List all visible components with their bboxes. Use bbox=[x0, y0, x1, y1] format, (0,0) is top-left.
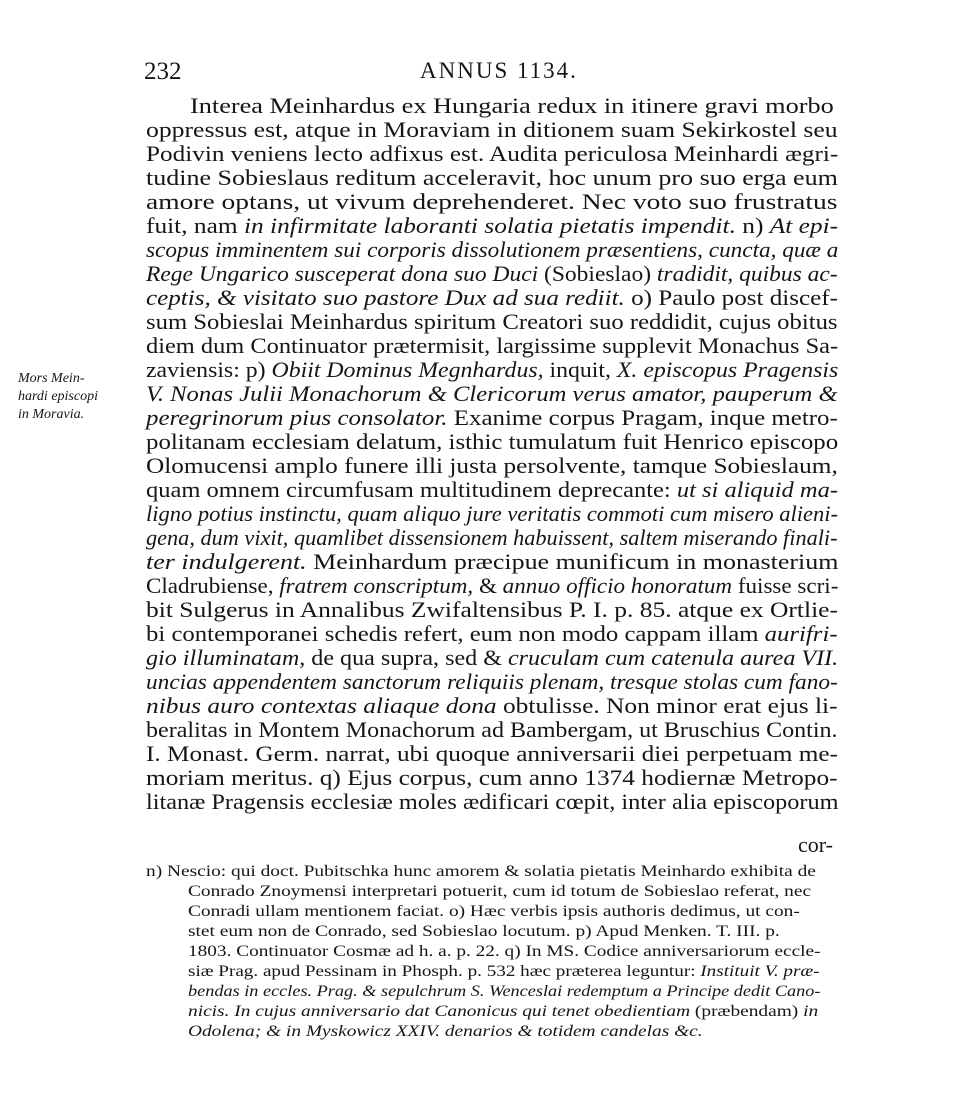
margin-note-line: hardi episcopi bbox=[18, 389, 98, 404]
running-head bbox=[0, 58, 960, 90]
italic-run: At epi- bbox=[769, 213, 839, 238]
text-line bbox=[146, 502, 838, 526]
text-line bbox=[146, 334, 838, 358]
roman-run: inquit, bbox=[543, 357, 617, 382]
footnote-line bbox=[188, 982, 820, 1001]
italic-run: Obiit Dominus Megnhardus, bbox=[271, 357, 544, 382]
roman-run: fuisse scri- bbox=[732, 573, 839, 598]
roman-run: zaviensis: p) bbox=[146, 357, 272, 382]
italic-run: gena, dum vixit, quamlibet dissensionem habuissent, saltem miserando finali- bbox=[146, 525, 838, 550]
roman-run: Conradi ullam mentionem faciat. o) Hæc verbis ipsis authoris dedimus, ut con- bbox=[188, 903, 800, 920]
roman-run: o) Paulo post discef- bbox=[624, 285, 838, 310]
footnote-line bbox=[146, 862, 816, 881]
text-line bbox=[146, 790, 839, 814]
roman-run: sum Sobieslai Meinhardus spiritum Creatori suo reddidit, cujus obitus bbox=[146, 309, 838, 334]
italic-run: V. Nonas Julii Monachorum & Clericorum verus amator, pauperum & bbox=[146, 381, 838, 406]
italic-run: ligno potius instinctu, quam aliquo jure veritatis commoti cum misero alieni- bbox=[146, 501, 839, 526]
text-line bbox=[146, 454, 838, 478]
text-line bbox=[146, 598, 838, 622]
roman-run: & bbox=[473, 573, 503, 598]
text-line bbox=[146, 286, 838, 310]
roman-run: bit Sulgerus in Annalibus Zwifaltensibus P. I. p. 85. atque ex Ortlie- bbox=[146, 597, 838, 622]
italic-run: ter indulgerent. bbox=[146, 549, 307, 574]
roman-run: de qua supra, sed & bbox=[305, 645, 508, 670]
roman-run: 1803. Continuator Cosmæ ad h. a. p. 22. q) In MS. Codice anniversariorum eccle- bbox=[188, 943, 821, 960]
italic-run: uncias appendentem sanctorum reliquiis plenam, tresque stolas cum fano- bbox=[146, 669, 838, 694]
roman-run: (Sobieslao) bbox=[538, 261, 657, 286]
text-line bbox=[146, 190, 837, 214]
roman-run: diem dum Continuator prætermisit, largissime supplevit Monachus Sa- bbox=[146, 333, 839, 358]
text-line bbox=[146, 478, 838, 502]
footnote-line bbox=[188, 902, 800, 921]
roman-run: Podivin veniens lecto adfixus est. Audita periculosa Meinhardi ægri- bbox=[146, 141, 839, 166]
italic-run: bendas in eccles. Prag. & sepulchrum S. Wenceslai redemptum a Principe dedit Cano- bbox=[188, 983, 821, 1000]
footnote-line bbox=[188, 962, 820, 981]
italic-run: gio illuminatam, bbox=[146, 645, 306, 670]
italic-run: X. episcopus Pragensis bbox=[616, 357, 839, 382]
text-line bbox=[146, 526, 838, 550]
roman-run: stet eum non de Conrado, sed Sobieslao locutum. p) Apud Menken. T. III. p. bbox=[188, 923, 780, 940]
text-line bbox=[146, 358, 838, 382]
roman-run: (præbendam) bbox=[690, 1003, 804, 1020]
roman-run: siæ Prag. apud Pessinam in Phosph. p. 532 hæc præterea leguntur: bbox=[188, 963, 701, 980]
margin-note-line: in Moravia. bbox=[18, 407, 85, 422]
text-line bbox=[146, 118, 838, 142]
text-line bbox=[146, 622, 838, 646]
italic-run: fratrem conscriptum, bbox=[279, 573, 474, 598]
roman-run: fuit, nam bbox=[146, 213, 244, 238]
roman-run: Interea Meinhardus ex Hungaria redux in itinere gravi morbo bbox=[190, 93, 834, 118]
italic-run: scopus imminentem sui corporis dissolutionem præsentiens, cuncta, quæ a bbox=[146, 237, 839, 262]
text-line bbox=[190, 94, 834, 118]
roman-run: moriam meritus. q) Ejus corpus, cum anno 1374 hodiernæ Metropo- bbox=[146, 765, 838, 790]
footnote-line bbox=[188, 1002, 818, 1021]
roman-run: bi contemporanei schedis refert, eum non modo cappam illam bbox=[146, 621, 765, 646]
text-line bbox=[146, 166, 838, 190]
italic-run: nicis. In cujus anniversario dat Canonicus qui tenet obedientiam bbox=[188, 1003, 691, 1020]
roman-run: n) bbox=[735, 213, 770, 238]
text-line bbox=[146, 310, 838, 334]
margin-note-line: Mors Mein- bbox=[18, 371, 85, 386]
italic-run: ut si aliquid ma- bbox=[676, 477, 838, 502]
text-line bbox=[146, 766, 838, 790]
text-line bbox=[146, 406, 838, 430]
text-line bbox=[146, 142, 838, 166]
text-line bbox=[146, 262, 838, 286]
italic-run: in bbox=[803, 1003, 819, 1020]
italic-run: tradidit, quibus ac- bbox=[656, 261, 838, 286]
roman-run: Cladrubiense, bbox=[146, 573, 280, 598]
text-line bbox=[146, 670, 838, 694]
roman-run: tudine Sobieslaus reditum acceleravit, hoc unum pro suo erga eum bbox=[146, 165, 838, 190]
italic-run: cruculam cum catenula aurea VII. bbox=[507, 645, 839, 670]
roman-run: litanæ Pragensis ecclesiæ moles ædificari cœpit, inter alia episcoporum bbox=[146, 789, 839, 814]
footnote-line bbox=[188, 922, 780, 941]
page-number: 232 bbox=[144, 58, 182, 85]
text-line bbox=[146, 430, 838, 454]
italic-run: nibus auro contextas aliaque dona bbox=[146, 693, 497, 718]
text-line bbox=[146, 550, 838, 574]
text-line bbox=[146, 718, 838, 742]
italic-run: in infirmitate laboranti solatia pietatis impendit. bbox=[243, 213, 736, 238]
italic-run: Rege Ungarico susceperat dona suo Duci bbox=[146, 261, 539, 286]
catchword: cor- bbox=[798, 832, 833, 857]
roman-run: amore optans, ut vivum deprehenderet. Nec voto suo frustratus bbox=[146, 189, 838, 214]
text-line bbox=[146, 646, 838, 670]
text-line bbox=[146, 574, 838, 598]
italic-run: ceptis, & visitato suo pastore Dux ad sua rediit. bbox=[146, 285, 625, 310]
roman-run: oppressus est, atque in Moraviam in ditionem suam Sekirkostel seu bbox=[146, 117, 838, 142]
roman-run: quam omnem circumfusam multitudinem deprecante: bbox=[146, 477, 677, 502]
text-line bbox=[146, 382, 838, 406]
footnote-line bbox=[188, 942, 820, 961]
italic-run: aurifri- bbox=[764, 621, 838, 646]
roman-run: Meinhardum præcipue munificum in monasterium bbox=[306, 549, 839, 574]
text-line bbox=[146, 694, 838, 718]
roman-run: obtulisse. Non minor erat ejus li- bbox=[496, 693, 838, 718]
text-line bbox=[146, 238, 838, 262]
footnote-line bbox=[188, 1022, 703, 1041]
italic-run: annuo officio honoratum bbox=[502, 573, 733, 598]
roman-run: Exanime corpus Pragam, inque metro- bbox=[447, 405, 838, 430]
italic-run: peregrinorum pius consolator. bbox=[146, 405, 448, 430]
roman-run: Conrado Znoymensi interpretari potuerit, cum id totum de Sobieslao referat, nec bbox=[188, 883, 812, 900]
roman-run: n) Nescio: qui doct. Pubitschka hunc amorem & solatia pietatis Meinhardo exhibita de bbox=[146, 863, 816, 880]
roman-run: politanam ecclesiam delatum, isthic tumulatum fuit Henrico episcopo bbox=[146, 429, 839, 454]
roman-run: beralitas in Montem Monachorum ad Bambergam, ut Bruschius Contin. bbox=[146, 717, 838, 742]
roman-run: I. Monast. Germ. narrat, ubi quoque anniversarii diei perpetuam me- bbox=[146, 741, 838, 766]
italic-run: Odolena; & in Myskowicz XXIV. denarios & totidem candelas &c. bbox=[188, 1023, 703, 1040]
italic-run: Instituit V. præ- bbox=[700, 963, 820, 980]
text-line bbox=[146, 742, 838, 766]
running-title: ANNUS 1134. bbox=[420, 58, 578, 83]
text-line bbox=[146, 214, 838, 238]
footnote-line bbox=[188, 882, 811, 901]
roman-run: Olomucensi amplo funere illi justa persolvente, tamque Sobieslaum, bbox=[146, 453, 838, 478]
